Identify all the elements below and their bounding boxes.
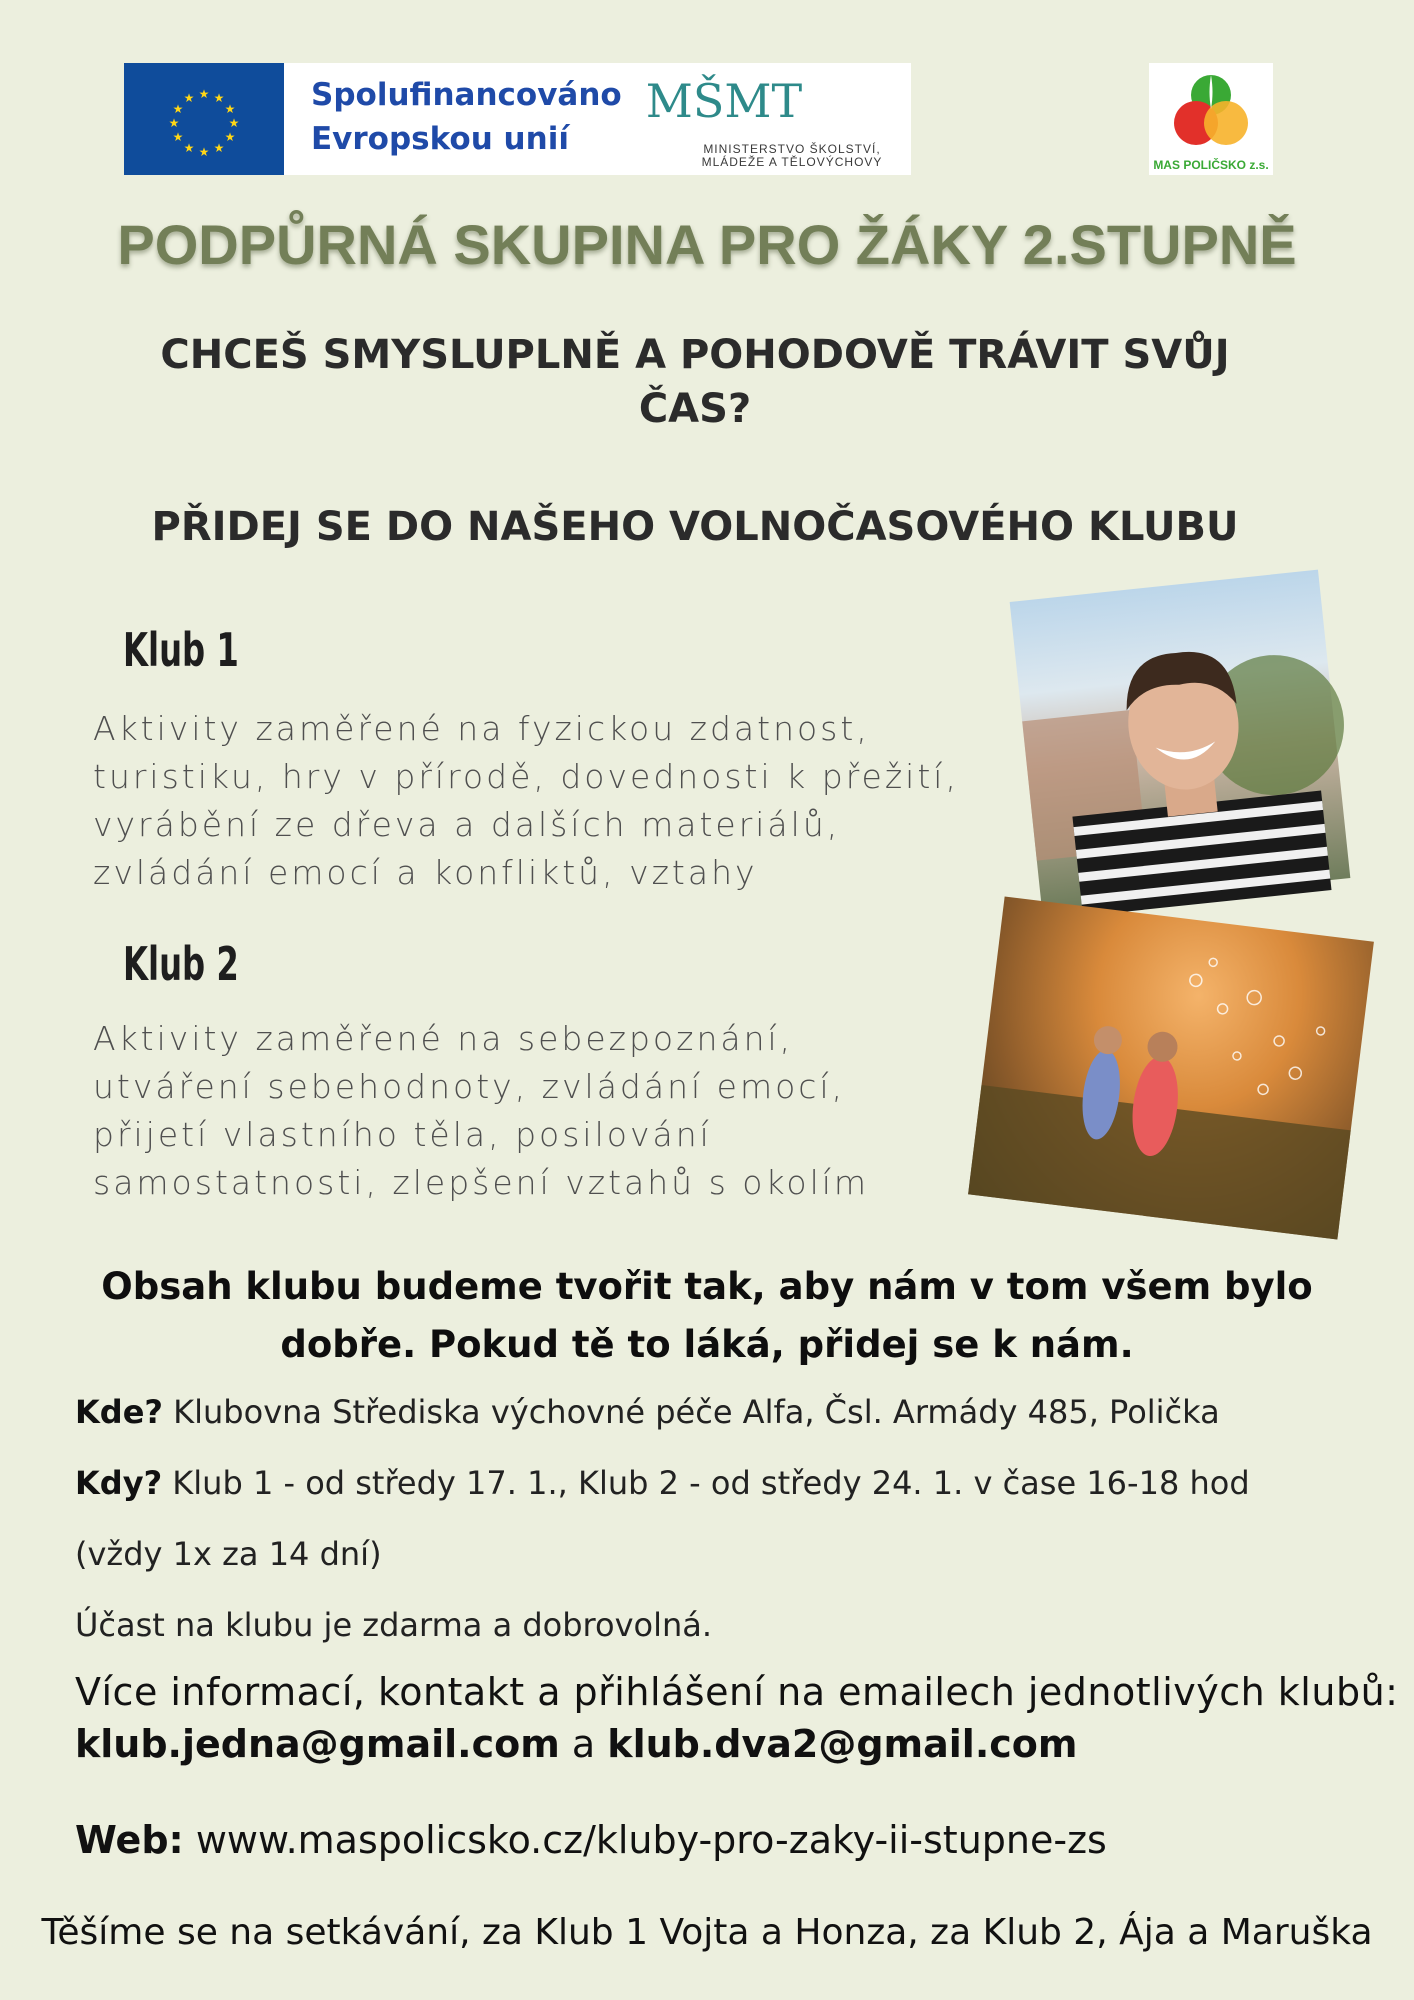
svg-text:★: ★	[213, 91, 225, 105]
footer-text: Těšíme se na setkávání, za Klub 1 Vojta a Honza, za Klub 2, Ája a Maruška	[41, 1912, 1373, 1953]
club-2-line: utváření sebehodnoty, zvládání emocí,	[93, 1067, 846, 1106]
svg-text:★: ★	[172, 102, 184, 116]
eu-cofinanced-text: Spolufinancováno Evropskou unií	[311, 77, 622, 157]
web-line	[75, 1818, 1107, 1862]
club-2-title: Klub 2	[123, 937, 239, 991]
info-when-value: Klub 1 - od středy 17. 1., Klub 2 - od středy 24. 1. v čase 16-18 hod	[162, 1464, 1250, 1502]
web-url[interactable]: www.maspolicsko.cz/kluby-pro-zaky-ii-stupne-zs	[183, 1818, 1107, 1862]
logo-banner	[124, 63, 911, 175]
club-1-line: turistiku, hry v přírodě, dovednosti k přežití,	[93, 757, 959, 796]
msmt-text: MINISTERSTVO ŠKOLSTVÍ, MLÁDEŽE A TĚLOVÝCHOVY	[701, 142, 883, 169]
club-2-line: Aktivity zaměřené na sebezpoznání,	[93, 1019, 794, 1058]
mas-text: MAS POLIČSKO z.s.	[1153, 158, 1269, 172]
club-2-line: přijetí vlastního těla, posilování	[93, 1115, 712, 1154]
mas-logo	[1149, 63, 1273, 175]
email-club-1[interactable]: klub.jedna@gmail.com	[75, 1722, 560, 1766]
mas-circles-icon	[1149, 63, 1273, 158]
svg-text:★: ★	[224, 130, 236, 144]
club-1-line: vyrábění ze dřeva a dalších materiálů,	[93, 805, 841, 844]
svg-text:★: ★	[228, 116, 240, 130]
msmt-mark: MŠMT	[645, 74, 803, 128]
club-2-description	[93, 1015, 993, 1207]
info-where-label: Kde?	[75, 1393, 163, 1431]
headline-invitation: PŘIDEJ SE DO NAŠEHO VOLNOČASOVÉHO KLUBU	[151, 504, 1239, 550]
email-conjunction: a	[559, 1722, 608, 1766]
svg-text:★: ★	[172, 130, 184, 144]
club-1-title: Klub 1	[123, 623, 239, 677]
svg-text:★: ★	[183, 91, 195, 105]
svg-text:★: ★	[168, 116, 180, 130]
info-participation: Účast na klubu je zdarma a dobrovolná.	[75, 1606, 713, 1644]
svg-text:★: ★	[183, 141, 195, 155]
contact-block	[75, 1666, 1399, 1770]
email-club-2[interactable]: klub.dva2@gmail.com	[607, 1722, 1078, 1766]
club-1-description	[93, 705, 993, 897]
svg-text:★: ★	[198, 87, 210, 101]
info-where	[75, 1393, 1220, 1431]
svg-text:★: ★	[198, 145, 210, 159]
club-2-line: samostatnosti, zlepšení vztahů s okolím	[93, 1163, 870, 1202]
contact-text: Více informací, kontakt a přihlášení na emailech jednotlivých klubů:	[75, 1670, 1399, 1714]
summary-text: Obsah klubu budeme tvořit tak, aby nám v tom všem bylo dobře. Pokud tě to láká, přidej se k nám.	[101, 1265, 1313, 1366]
headline-question: CHCEŠ SMYSLUPLNĚ A POHODOVĚ TRÁVIT SVŮJ ČAS?	[160, 332, 1230, 432]
page-title: PODPŮRNÁ SKUPINA PRO ŽÁKY 2.STUPNĚ	[117, 213, 1297, 276]
photo-smiling-boy	[1010, 570, 1351, 911]
photo-girls-bubbles	[968, 896, 1374, 1239]
info-when	[75, 1464, 1250, 1502]
info-frequency: (vždy 1x za 14 dní)	[75, 1535, 382, 1573]
eu-flag-icon	[124, 63, 284, 175]
info-when-label: Kdy?	[75, 1464, 163, 1502]
info-where-value: Klubovna Střediska výchovné péče Alfa, Čsl. Armády 485, Polička	[162, 1393, 1220, 1431]
svg-text:★: ★	[224, 102, 236, 116]
svg-text:★: ★	[213, 141, 225, 155]
web-label: Web:	[75, 1818, 184, 1862]
club-1-line: zvládání emocí a konfliktů, vztahy	[93, 853, 758, 892]
club-1-line: Aktivity zaměřené na fyzickou zdatnost,	[93, 709, 870, 748]
msmt-logo-icon	[645, 65, 803, 135]
